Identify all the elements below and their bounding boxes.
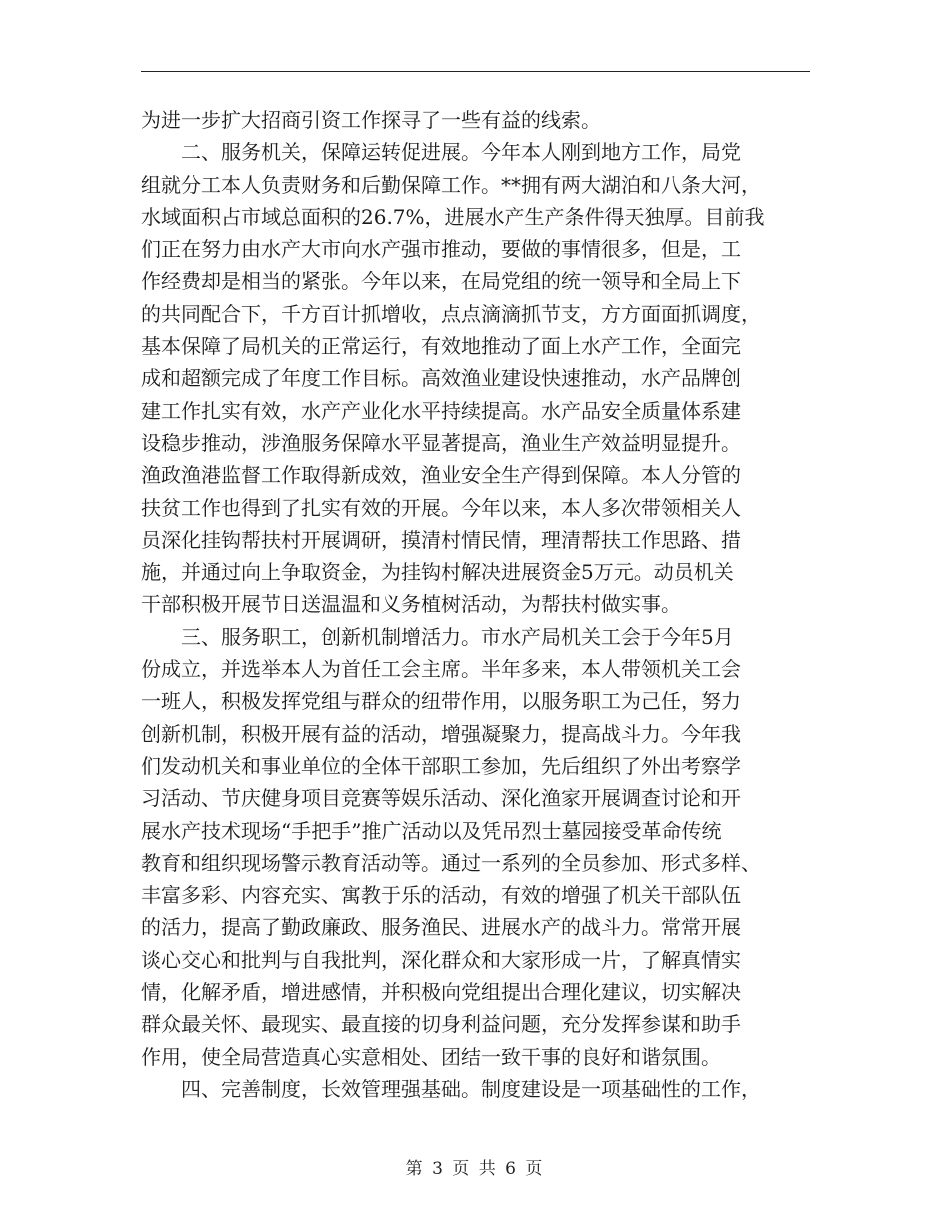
text-line: 施，并通过向上争取资金，为挂钩村解决进展资金5万元。动员机关 <box>141 560 734 585</box>
text-line: 为进一步扩大招商引资工作探寻了一些有益的线索。 <box>141 108 601 132</box>
text-line: 创新机制，积极开展有益的活动，增强凝聚力，提高战斗力。今年我 <box>141 721 741 746</box>
page-number-footer: 第 3 页 共 6 页 <box>405 1159 545 1179</box>
text-line: 干部积极开展节日送温温和义务植树活动，为帮扶村做实事。 <box>141 592 681 617</box>
text-line: 的共同配合下，千方百计抓增收，点点滴滴抓节支，方方面面抓调度， <box>141 301 761 326</box>
text-line: 二、服务机关，保障运转促进展。今年本人刚到地方工作，局党 <box>141 140 741 165</box>
text-line: 丰富多彩、内容充实、寓教于乐的活动，有效的增强了机关干部队伍 <box>141 883 741 908</box>
text-line: 们发动机关和事业单位的全体干部职工参加，先后组织了外出考察学 <box>141 753 741 778</box>
text-line: 作经费却是相当的紧张。今年以来，在局党组的统一领导和全局上下 <box>141 269 741 294</box>
text-line: 展水产技术现场“手把手”推广活动以及凭吊烈士墓园接受革命传统 <box>141 818 722 843</box>
text-line: 教育和组织现场警示教育活动等。通过一系列的全员参加、形式多样、 <box>141 850 761 875</box>
text-line: 情，化解矛盾，增进感情，并积极向党组提出合理化建议，切实解决 <box>141 980 741 1005</box>
text-line: 水域面积占市域总面积的26.7%，进展水产生产条件得天独厚。目前我 <box>141 204 765 229</box>
text-line: 一班人，积极发挥党组与群众的纽带作用，以服务职工为己任，努力 <box>141 689 741 714</box>
text-line: 作用，使全局营造真心实意相处、团结一致干事的良好和谐氛围。 <box>141 1044 721 1069</box>
text-line: 基本保障了局机关的正常运行，有效地推动了面上水产工作，全面完 <box>141 334 741 359</box>
text-line: 习活动、节庆健身项目竞赛等娱乐活动、深化渔家开展调查讨论和开 <box>141 786 741 811</box>
header-rule <box>141 71 810 72</box>
text-line: 群众最关怀、最现实、最直接的切身利益问题，充分发挥参谋和助手 <box>141 1012 741 1037</box>
text-line: 建工作扎实有效，水产产业化水平持续提高。水产品安全质量体系建 <box>141 398 741 423</box>
text-line: 谈心交心和批判与自我批判，深化群众和大家形成一片，了解真情实 <box>141 947 741 972</box>
text-line: 的活力，提高了勤政廉政、服务渔民、进展水产的战斗力。常常开展 <box>141 915 741 940</box>
text-line: 们正在努力由水产大市向水产强市推动，要做的事情很多，但是，工 <box>141 237 741 262</box>
text-line: 渔政渔港监督工作取得新成效，渔业安全生产得到保障。本人分管的 <box>141 463 741 488</box>
text-line: 组就分工本人负责财务和后勤保障工作。**拥有两大湖泊和八条大河， <box>141 172 761 197</box>
text-line: 扶贫工作也得到了扎实有效的开展。今年以来，本人多次带领相关人 <box>141 495 741 520</box>
text-line: 份成立，并选举本人为首任工会主席。半年多来，本人带领机关工会 <box>141 657 741 682</box>
text-line: 设稳步推动，涉渔服务保障水平显著提高，渔业生产效益明显提升。 <box>141 430 741 455</box>
text-line: 三、服务职工，创新机制增活力。市水产局机关工会于今年5月 <box>141 624 734 649</box>
document-body <box>141 104 810 1105</box>
text-line: 成和超额完成了年度工作目标。高效渔业建设快速推动，水产品牌创 <box>141 366 741 391</box>
text-line: 四、完善制度，长效管理强基础。制度建设是一项基础性的工作， <box>141 1076 761 1101</box>
text-line: 员深化挂钩帮扶村开展调研，摸清村情民情，理清帮扶工作思路、措 <box>141 527 741 552</box>
